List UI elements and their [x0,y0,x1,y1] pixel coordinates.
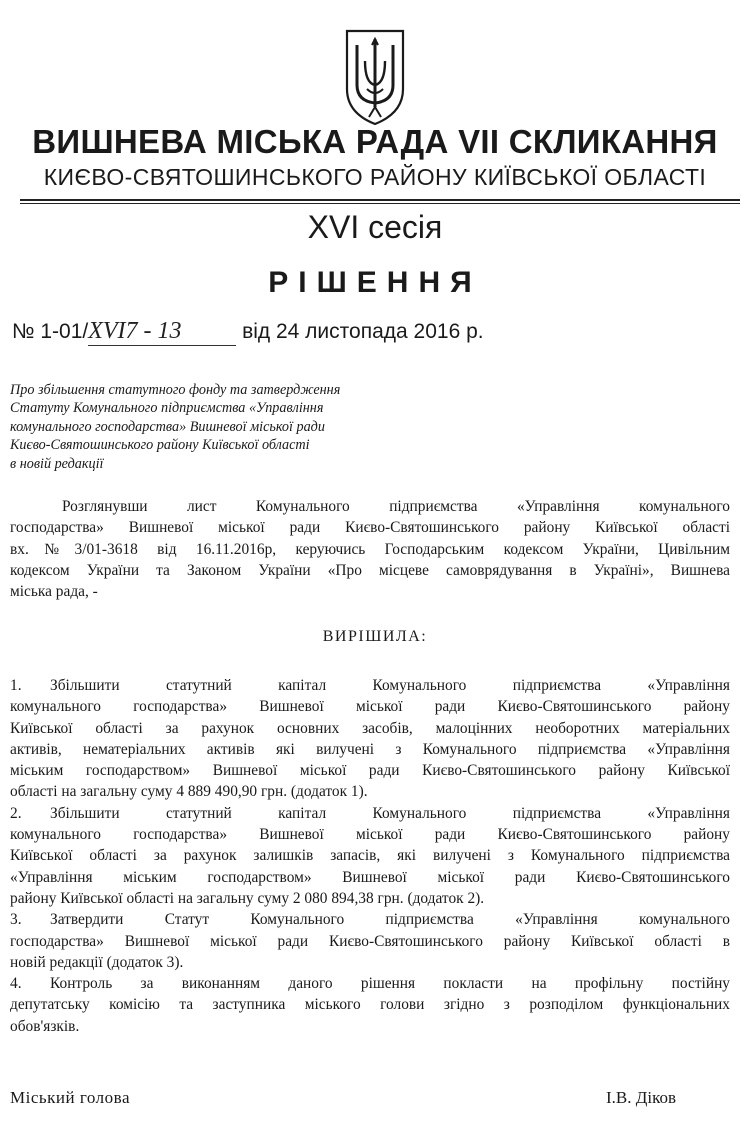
item-line: Контроль за виконанням даного рішення покласти на профільну постійну [50,975,730,993]
subject-line: Статуту Комунального підприємства «Управління [10,400,324,417]
item-number: 4. [10,975,22,993]
item-first-line [10,909,730,930]
item-line: Затвердити Статут Комунального підприємства «Управління комунального [50,911,730,929]
council-name: ВИШНЕВА МІСЬКА РАДА VII СКЛИКАННЯ [32,123,718,160]
preamble-line: кодексом України та Законом України «Про місцеве самоврядування в Україні», Вишнева [10,561,730,579]
item-number: 1. [10,677,22,694]
handwritten-decision-number: XVI7 - 13 [88,318,236,346]
signature-title: Міський голова [10,1088,130,1107]
preamble-line: вх.№3/01-3618 від 16.11.2016р, керуючись Господарським кодексом України, Цивільним [10,540,730,558]
item-first-line [10,675,730,696]
session-title: XVI сесія [307,209,443,245]
preamble-line: Розглянувши лист Комунального підприємства «Управління комунального [62,498,730,515]
decision-number-line [12,318,484,346]
item-line: господарства» Вишневої міської ради Києво-Святошинського району Київської області в [10,932,730,950]
item-line: Київської області за рахунок залишків запасів, які вилучені з Комунального підприємства [10,847,730,865]
decision-date: від 24 листопада 2016 р. [242,320,484,343]
item-line: району Київської області на загальну суму 2 080 894,38 грн. (додаток 2). [10,889,485,907]
item-line: комунального господарства» Вишневої міської ради Києво-Святошинського району [10,826,730,844]
item-number: 3. [10,911,22,929]
signature-name: І.В. Діков [606,1088,676,1107]
header-divider [20,199,740,201]
subject-line: комунального господарства» Вишневої міської ради [10,418,325,435]
item-line: обов'язків. [10,1017,80,1035]
item-line: Київської області за рахунок основних засобів, малоцінних необоротних матеріальних [10,719,730,737]
preamble-line: міська рада, - [10,583,98,601]
preamble-paragraph [10,496,730,602]
item-line: міським господарством» Вишневої міської ради Києво-Святошинського району Київської [10,762,730,780]
coat-of-arms-icon [343,27,407,127]
document-type-title: РІШЕННЯ [268,266,482,299]
subject-line: в новій редакції [10,455,104,472]
item-line: Збільшити статутний капітал Комунального підприємства «Управління [50,804,730,822]
resolved-heading: ВИРІШИЛА: [322,628,428,645]
header-divider-thin [20,203,740,204]
item-line: депутатську комісію та заступника міського голови згідно з розподілом функціональних [10,996,730,1014]
district-line: КИЄВО-СВЯТОШИНСЬКОГО РАЙОНУ КИЇВСЬКОЇ ОБЛАСТІ [43,164,707,190]
item-first-line [10,803,730,824]
preamble-line: господарства» Вишневої міської ради Києво-Святошинського району Київської області [10,519,730,537]
subject-line: Про збільшення статутного фонду та затвердження [10,382,341,398]
item-line: комунального господарства» Вишневої міської ради Києво-Святошинського району [10,698,730,716]
item-number: 2. [10,804,22,822]
item-line: області на загальну суму 4 889 490,90 грн. (додаток 1). [10,783,368,801]
item-line: новій редакції (додаток 3). [10,953,184,971]
decision-number-prefix: № 1-01/ [12,320,89,343]
subject-line: Києво-Святошинського району Київської області [10,437,310,454]
decision-subject [10,381,430,473]
item-line: Збільшити статутний капітал Комунального підприємства «Управління [50,677,730,694]
item-line: «Управління міським господарством» Вишневої міської ради Києво-Святошинського [10,868,730,886]
item-line: активів, нематеріальних активів які вилучені з Комунального підприємства «Управління [10,740,730,758]
resolution-items [10,675,730,1037]
item-first-line [10,973,730,994]
